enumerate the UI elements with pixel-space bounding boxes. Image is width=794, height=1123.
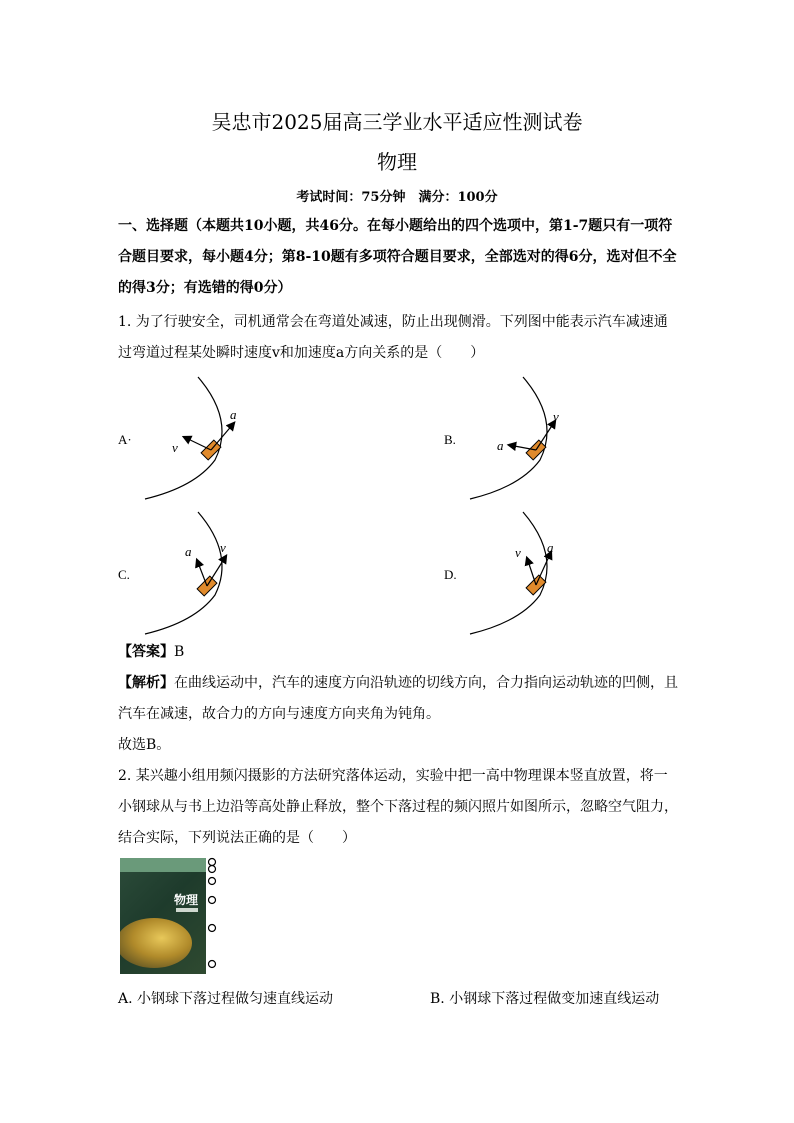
arrow-1-label: v [553, 409, 559, 424]
arrow-1-label: a [230, 407, 237, 422]
ball [209, 897, 216, 904]
arrow-2-label: a [547, 540, 554, 555]
book-subtitle-bar [176, 908, 198, 912]
arrow-1-label: v [515, 545, 521, 560]
book-top-band [120, 858, 206, 872]
answer-line [118, 637, 678, 668]
curve-path [470, 377, 547, 499]
option-b-figure [465, 375, 595, 505]
arrow-2 [184, 437, 211, 450]
flash-balls [204, 856, 220, 976]
subject-title: 物理 [377, 150, 417, 174]
answer-value: B [174, 644, 185, 660]
arrow-2-label: v [172, 440, 178, 455]
option-c-label: C. [118, 567, 130, 582]
q2-option-a: A. 小钢球下落过程做匀速直线运动 [118, 991, 334, 1007]
ball [209, 925, 216, 932]
q2-option-b: B. 小钢球下落过程做变加速直线运动 [430, 991, 660, 1007]
option-a-label: A· [118, 432, 132, 447]
curve-path [470, 512, 547, 634]
option-d-figure [465, 510, 595, 640]
arrow-2-label: v [220, 540, 226, 555]
arrow-1 [197, 560, 207, 586]
option-d-label: D. [444, 567, 457, 582]
ball [209, 866, 216, 873]
arrow-2 [207, 556, 226, 586]
arrow-2-label: a [497, 438, 504, 453]
book-title: 物理 [174, 893, 199, 907]
arrow-1 [211, 423, 234, 450]
analysis-tag: 【解析】 [118, 675, 174, 691]
answer-tag: 【答案】 [118, 644, 174, 660]
option-c-figure [140, 510, 270, 640]
ball [209, 961, 216, 968]
arrow-1 [527, 558, 536, 585]
option-a-figure [140, 375, 270, 505]
question-2-stem: 2. 某兴趣小组用频闪摄影的方法研究落体运动，实验中把一高中物理课本竖直放置，将一小钢球从与书上边沿等高处静止释放，整个下落过程的频闪照片如图所示，忽略空气阻力，结合实际，下列说法正确的是（ ） [118, 768, 678, 846]
option-b-label: B. [444, 432, 456, 447]
analysis-text: 在曲线运动中，汽车的速度方向沿轨迹的切线方向，合力指向运动轨迹的凹侧，且汽车在减速，故合力的方向与速度方向夹角为钝角。 [118, 675, 678, 722]
ball [209, 859, 216, 866]
curve-path [145, 377, 222, 499]
analysis-line [118, 668, 678, 730]
curve-path [145, 512, 222, 634]
ball [209, 878, 216, 885]
exam-title: 吴忠市2025届高三学业水平适应性测试卷 [211, 110, 583, 134]
question-1-stem: 1. 为了行驶安全，司机通常会在弯道处减速，防止出现侧滑。下列图中能表示汽车减速通过弯道过程某处瞬时速度v和加速度a方向关系的是（ ） [118, 314, 668, 361]
exam-info: 考试时间：75分钟 满分：100分 [296, 190, 498, 205]
book-photo [120, 858, 206, 974]
section-instructions: 一、选择题（本题共10小题，共46分。在每小题给出的四个选项中，第1-7题只有一项符合题目要求，每小题4分；第8-10题有多项符合题目要求，全部选对的得6分，选对但不全的得3分；有选错的得0分） [118, 218, 677, 296]
book-cover-art [120, 918, 192, 968]
conclusion-line: 故选B。 [118, 737, 171, 753]
arrow-1-label: a [185, 544, 192, 559]
